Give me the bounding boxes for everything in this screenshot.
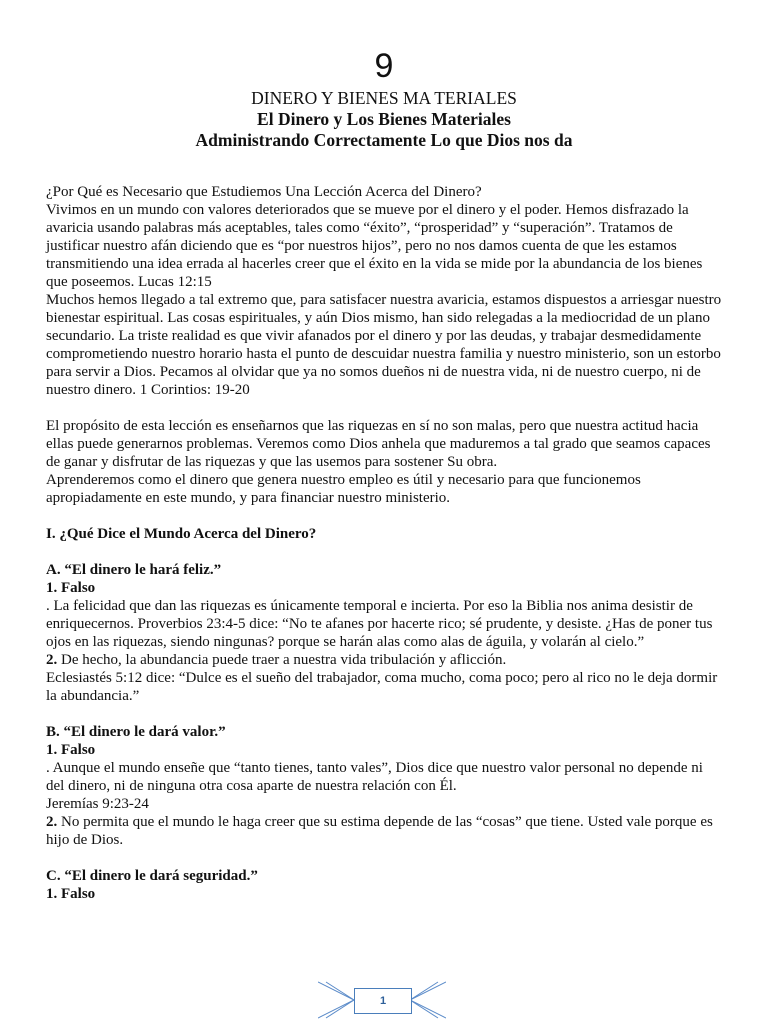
intro-question: ¿Por Qué es Necesario que Estudiemos Una Lección Acerca del Dinero? (46, 184, 482, 200)
point-text: No permita que el mundo le haga creer que su estima depende de las “cosas” que tiene. Usted vale porque es hijo de Dios. (46, 814, 713, 848)
chapter-number: 9 (374, 47, 394, 85)
point-number: 2. (46, 814, 58, 830)
page-number: 1 (354, 988, 412, 1014)
document-page (46, 44, 722, 903)
intro-paragraph-2: Muchos hemos llegado a tal extremo que, para satisfacer nuestra avaricia, estamos dispuestos a arriesgar nuestro bienestar espiritual. Las cosas espirituales, y aún Dios mismo, han sido relegadas a la mediocridad de un plano secundario. La triste realidad es que vivir afanados por el dinero y por las deudas, y trabajar desmedidamente comprometiendo nuestro horario hasta el punto de descuidar nuestra familia y nuestro ministerio, son un estorbo para servir a Dios. Pecamos al olvidar que ya no somos dueños ni de nuestra vida, ni de nuestro cuerpo, ni de nuestro dinero. 1 Corintios: 19-20 (46, 292, 722, 398)
subsection-c-label: 1. Falso (46, 886, 96, 902)
intro-paragraph-4: Aprenderemos como el dinero que genera nuestro empleo es útil y necesario para que funcionemos apropiadamente en este mundo, y para financiar nuestro ministerio. (46, 472, 641, 506)
subsection-b-text-2: Jeremías 9:23-24 (46, 796, 149, 812)
subsection-a-heading: A. “El dinero le hará feliz.” (46, 562, 222, 578)
subsection-b-label: 1. Falso (46, 742, 96, 758)
title-subtitle: El Dinero y Los Bienes Materiales (257, 109, 511, 129)
subsection-c-heading: C. “El dinero le dará seguridad.” (46, 868, 258, 884)
subsection-a-text-3: Eclesiastés 5:12 dice: “Dulce es el sueño del trabajador, coma mucho, coma poco; pero al rico no le deja dormir la abundancia.” (46, 670, 718, 704)
subsection-a-label: 1. Falso (46, 580, 96, 596)
point-text: De hecho, la abundancia puede traer a nuestra vida tribulación y aflicción. (57, 652, 507, 668)
page-footer (318, 978, 446, 1024)
subsection-b-text-1: . Aunque el mundo enseñe que “tanto tienes, tanto vales”, Dios dice que nuestro valor personal no depende ni del dinero, ni de ninguna otra cosa aparte de nuestra relación con Él. (46, 760, 703, 794)
subsection-a-point-2 (46, 651, 722, 669)
subsection-b-heading: B. “El dinero le dará valor.” (46, 724, 226, 740)
subsection-b-point-2 (46, 813, 722, 849)
point-number: 2. (46, 652, 58, 668)
document-body (46, 183, 722, 903)
subsection-a-text-1: . La felicidad que dan las riquezas es únicamente temporal e incierta. Por eso la Biblia nos anima desistir de enriquecernos. Proverbios 23:4-5 dice: “No te afanes por hacerte rico; sé prudente, y desiste. ¿Has de poner tus ojos en las riquezas, siendo ningunas? porque se harán alas como alas de águila, y volarán al cielo.” (46, 598, 713, 650)
intro-paragraph-3: El propósito de esta lección es enseñarnos que las riquezas en sí no son malas, pero que nuestra actitud hacia ellas puede generarnos problemas. Veremos como Dios anhela que maduremos a tal grado que seamos capaces de ganar y disfrutar de las riquezas y que las usemos para sostener Su obra. (46, 418, 711, 470)
title-main: DINERO Y BIENES MA TERIALES (251, 88, 517, 108)
title-tagline: Administrando Correctamente Lo que Dios nos da (195, 130, 573, 150)
section-heading-1: I. ¿Qué Dice el Mundo Acerca del Dinero? (46, 526, 317, 542)
intro-paragraph-1: Vivimos en un mundo con valores deteriorados que se mueve por el dinero y el poder. Hemos disfrazado la avaricia usando palabras más aceptables, tales como “éxito”, “prosperidad” y “superación”. Tratamos de justificar nuestro afán diciendo que es “por nuestros hijos”, pero no nos damos cuenta de que les estamos transmitiendo una idea errada al hacerles creer que el éxito en la vida se mide por la abundancia de los bienes que poseemos. Lucas 12:15 (46, 202, 703, 290)
